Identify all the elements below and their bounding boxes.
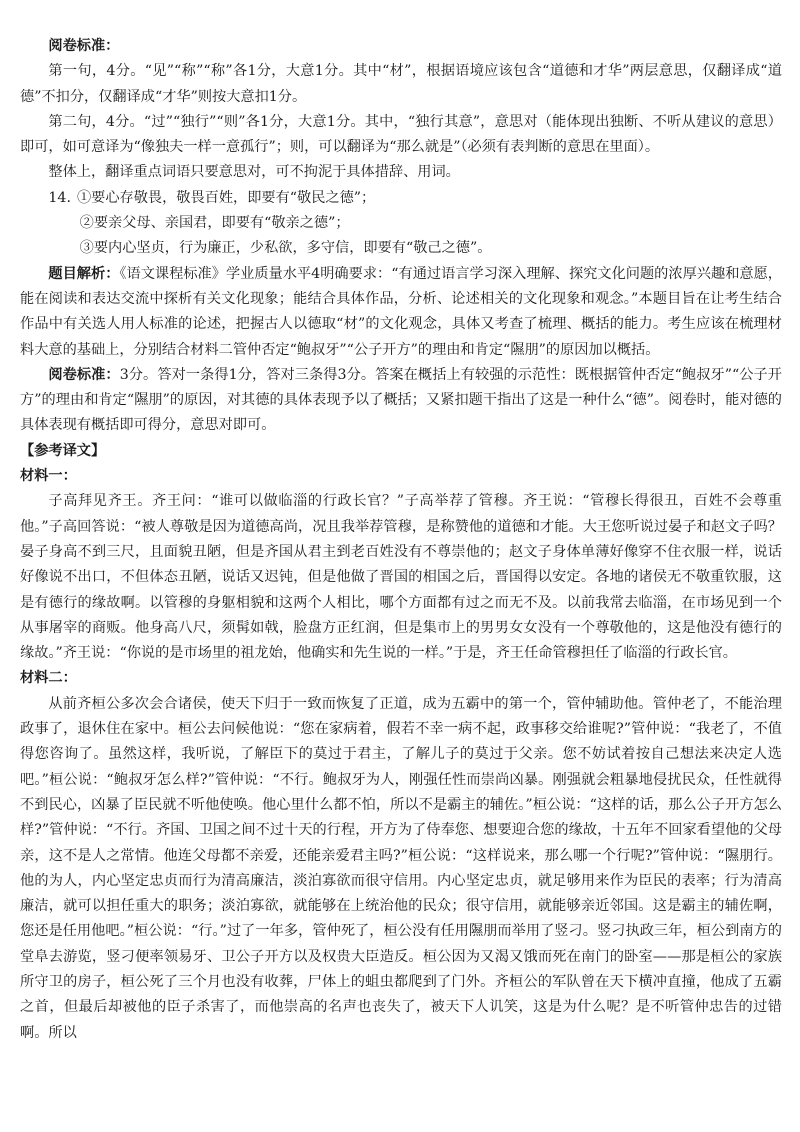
- analysis-label: 题目解析：: [48, 265, 120, 282]
- translation-heading: 【参考译文】: [20, 442, 106, 459]
- question-14-answer-2: ②要亲父母、亲国君，即要有“敬亲之德”；: [79, 215, 350, 232]
- grading-paragraph-2: 阅卷标准：3分。答对一条得1分，答对三条得3分。答案在概括上有较强的示范性：既根据管仲否定“鲍叔牙”“公子开方”的理由和肯定“隰朋”的原因，对其德的具体表现予以了概括；又紧扣题干指出了这是一种什么“德”。阅卷时，能对德的具体表现有概括即可得分，意思对即可。: [20, 366, 782, 434]
- question-number: 14.: [48, 189, 71, 206]
- grading-label-2: 阅卷标准：: [48, 366, 120, 383]
- material-2-text: 从前齐桓公多次会合诸侯，使天下归于一致而恢复了正道，成为五霸中的第一个，管仲辅助他。管仲老了，不能治理政事了，退休住在家中。桓公去问候他说：“您在家病着，假若不幸一病不起，政事移交给谁呢?”管仲说：“我老了，不值得您咨询了。虽然这样，我听说，了解臣下的莫过于君主，了解儿子的莫过于父亲。您不妨试着按自己想法来决定人选吧。”桓公说：“鲍叔牙怎么样?”管仲说：“不行。鲍叔牙为人，刚强任性而崇尚凶暴。刚强就会粗暴地侵扰民众，任性就得不到民心，凶暴了臣民就不听他使唤。他心里什么都不怕，所以不是霸主的辅佐。”桓公说：“这样的话，那么公子开方怎么样?”管仲说：“不行。齐国、卫国之间不过十天的行程，开方为了侍奉您、想要迎合您的缘故，十五年不回家看望他的父母亲，这不是人之常情。他连父母都不亲爱，还能亲爱君主吗?”桓公说：“这样说来，那么哪一个行呢?”管仲说：“隰朋行。他的为人，内心坚定忠贞而行为清高廉洁，淡泊寡欲而很守信用。内心坚定忠贞，就足够用来作为臣民的表率；行为清高廉洁，就可以担任重大的职务；淡泊寡欲，就能够在上统治他的民众；很守信用，就能够亲近邻国。这是霸主的辅佐啊，您还是任用他吧。”桓公说：“行。”过了一年多，管仲死了，桓公没有任用隰朋而举用了竖刁。竖刁执政三年，桓公到南方的堂阜去游览，竖刁便率领易牙、卫公子开方以及权贵大臣造反。桓公因为又渴又饿而死在南门的卧室——那是桓公的家族所守卫的房子，桓公死了三个月也没有收葬，尸体上的蛆虫都爬到了门外。齐桓公的军队曾在天下横冲直撞，他成了五霸之首，但最后却被他的臣子杀害了，而他崇高的名声也丧失了，被天下人讥笑，这是为什么呢？是不听管仲忠告的过错啊。所以: [20, 695, 782, 1041]
- question-14-answer-3: ③要内心坚贞，行为廉正，少私欲，多守信，即要有“敬己之德”。: [79, 240, 492, 257]
- analysis-paragraph: 题目解析：《语文课程标准》学业质量水平4明确要求：“有通过语言学习深入理解、探究文化问题的浓厚兴趣和意愿，能在阅读和表达交流中探析有关文化现象；能结合具体作品，分析、论述相关的文化现象和观念。”本题目旨在让考生结合作品中有关选人用人标准的论述，把握古人以德取“材”的文化观念，具体又考查了梳理、概括的能力。考生应该在梳理材料大意的基础上，分别结合材料二管仲否定“鲍叔牙”“公子开方”的理由和肯定“隰朋”的原因加以概括。: [20, 265, 782, 358]
- grading-label-1: 阅卷标准：: [48, 38, 120, 54]
- grading-para-2: 第二句，4分。“过”“独行”“则”各1分，大意1分。其中，“独行其意”，意思对（能体现出独断、不听从建议的意思）即可，如可意译为“像独夫一样一意孤行”；则，可以翻译为“那么就是”（必须有表判断的意思在里面）。: [20, 113, 782, 156]
- grading-para-3: 整体上，翻译重点词语只要意思对，可不拘泥于具体措辞、用词。: [48, 164, 460, 181]
- grading-para-1: 第一句，4分。“见”“称”“称”各1分，大意1分。其中“材”，根据语境应该包含“道德和才华”两层意思，仅翻译成“道德”不扣分，仅翻译成“才华”则按大意扣1分。: [20, 63, 782, 105]
- material-1-text: 子高拜见齐王。齐王问：“谁可以做临淄的行政长官？”子高举荐了管穆。齐王说：“管穆长得很丑，百姓不会尊重他。”子高回答说：“被人尊敬是因为道德高尚，况且我举荐管穆，是称赞他的道德和才能。大王您听说过晏子和赵文子吗？晏子身高不到三尺，且面貌丑陋，但是齐国从君主到老百姓没有不尊崇他的；赵文子身体单薄好像穿不住衣服一样，说话好像说不出口，不但体态丑陋，说话又迟钝，但是他做了晋国的相国之后，晋国得以安定。各地的诸侯无不敬重钦服，这是有德行的缘故啊。以管穆的身躯相貌和这两个人相比，哪个方面都有过之而无不及。以前我常去临淄，在市场见到一个从事屠宰的商贩。他身高八尺，须髯如戟，脸盘方正红润，但是集市上的男男女女没有一个尊敬他的，这是他没有德行的缘故。”齐王说：“你说的是市场里的祖龙始，他确实和先生说的一样。”于是，齐王任命管穆担任了临淄的行政长官。: [20, 493, 782, 662]
- material-1-title: 材料一：: [20, 468, 77, 485]
- material-2-title: 材料二：: [20, 670, 77, 687]
- question-14-answer-1: 14. ①要心存敬畏，敬畏百姓，即要有“敬民之德”；: [48, 189, 376, 206]
